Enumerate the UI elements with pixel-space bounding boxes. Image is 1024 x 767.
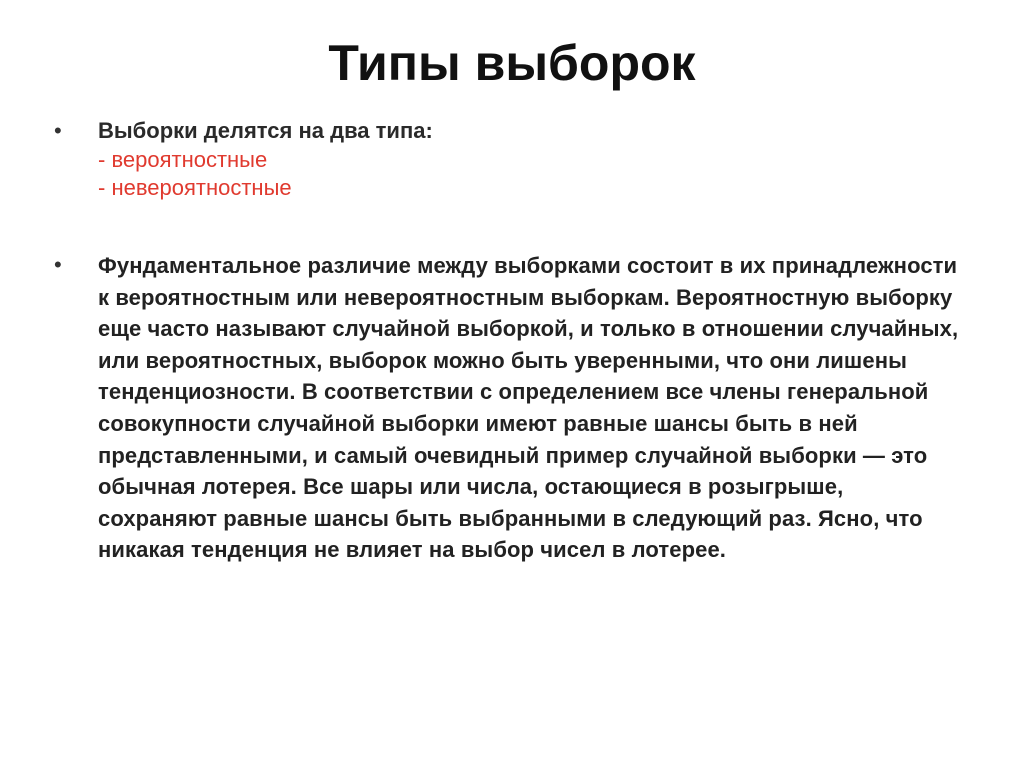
bullet-dot-icon: • <box>54 252 62 277</box>
bullet-body <box>98 116 968 202</box>
bullet-paragraph-text: Фундаментальное различие между выборками состоит в их принадлежности к вероятностным или невероятностным выборкам. Вероятностную выборку еще часто называют случайной выборкой, и только в отношении случайных, или вероятностных, выборок можно быть уверенными, что они лишены тенденциозности. В соответствии с определением все члены генеральной совокупности случайной выборки имеют равные шансы быть в ней представленными, и самый очевидный пример случайной выборки — это обычная лотерея. Все шары или числа, остающиеся в розыгрыше, сохраняют равные шансы быть выбранными в следующий раз. Ясно, что никакая тенденция не влияет на выбор чисел в лотерее. <box>98 253 959 563</box>
subitem-non-probabilistic: - невероятностные <box>98 175 292 200</box>
bullet-body <box>98 250 968 566</box>
bullet-dot-icon: • <box>54 118 62 143</box>
bullet-intro-text: Выборки делятся на два типа: <box>98 118 433 143</box>
slide-title: Типы выборок <box>328 35 696 91</box>
subitem-probabilistic: - вероятностные <box>98 147 268 172</box>
